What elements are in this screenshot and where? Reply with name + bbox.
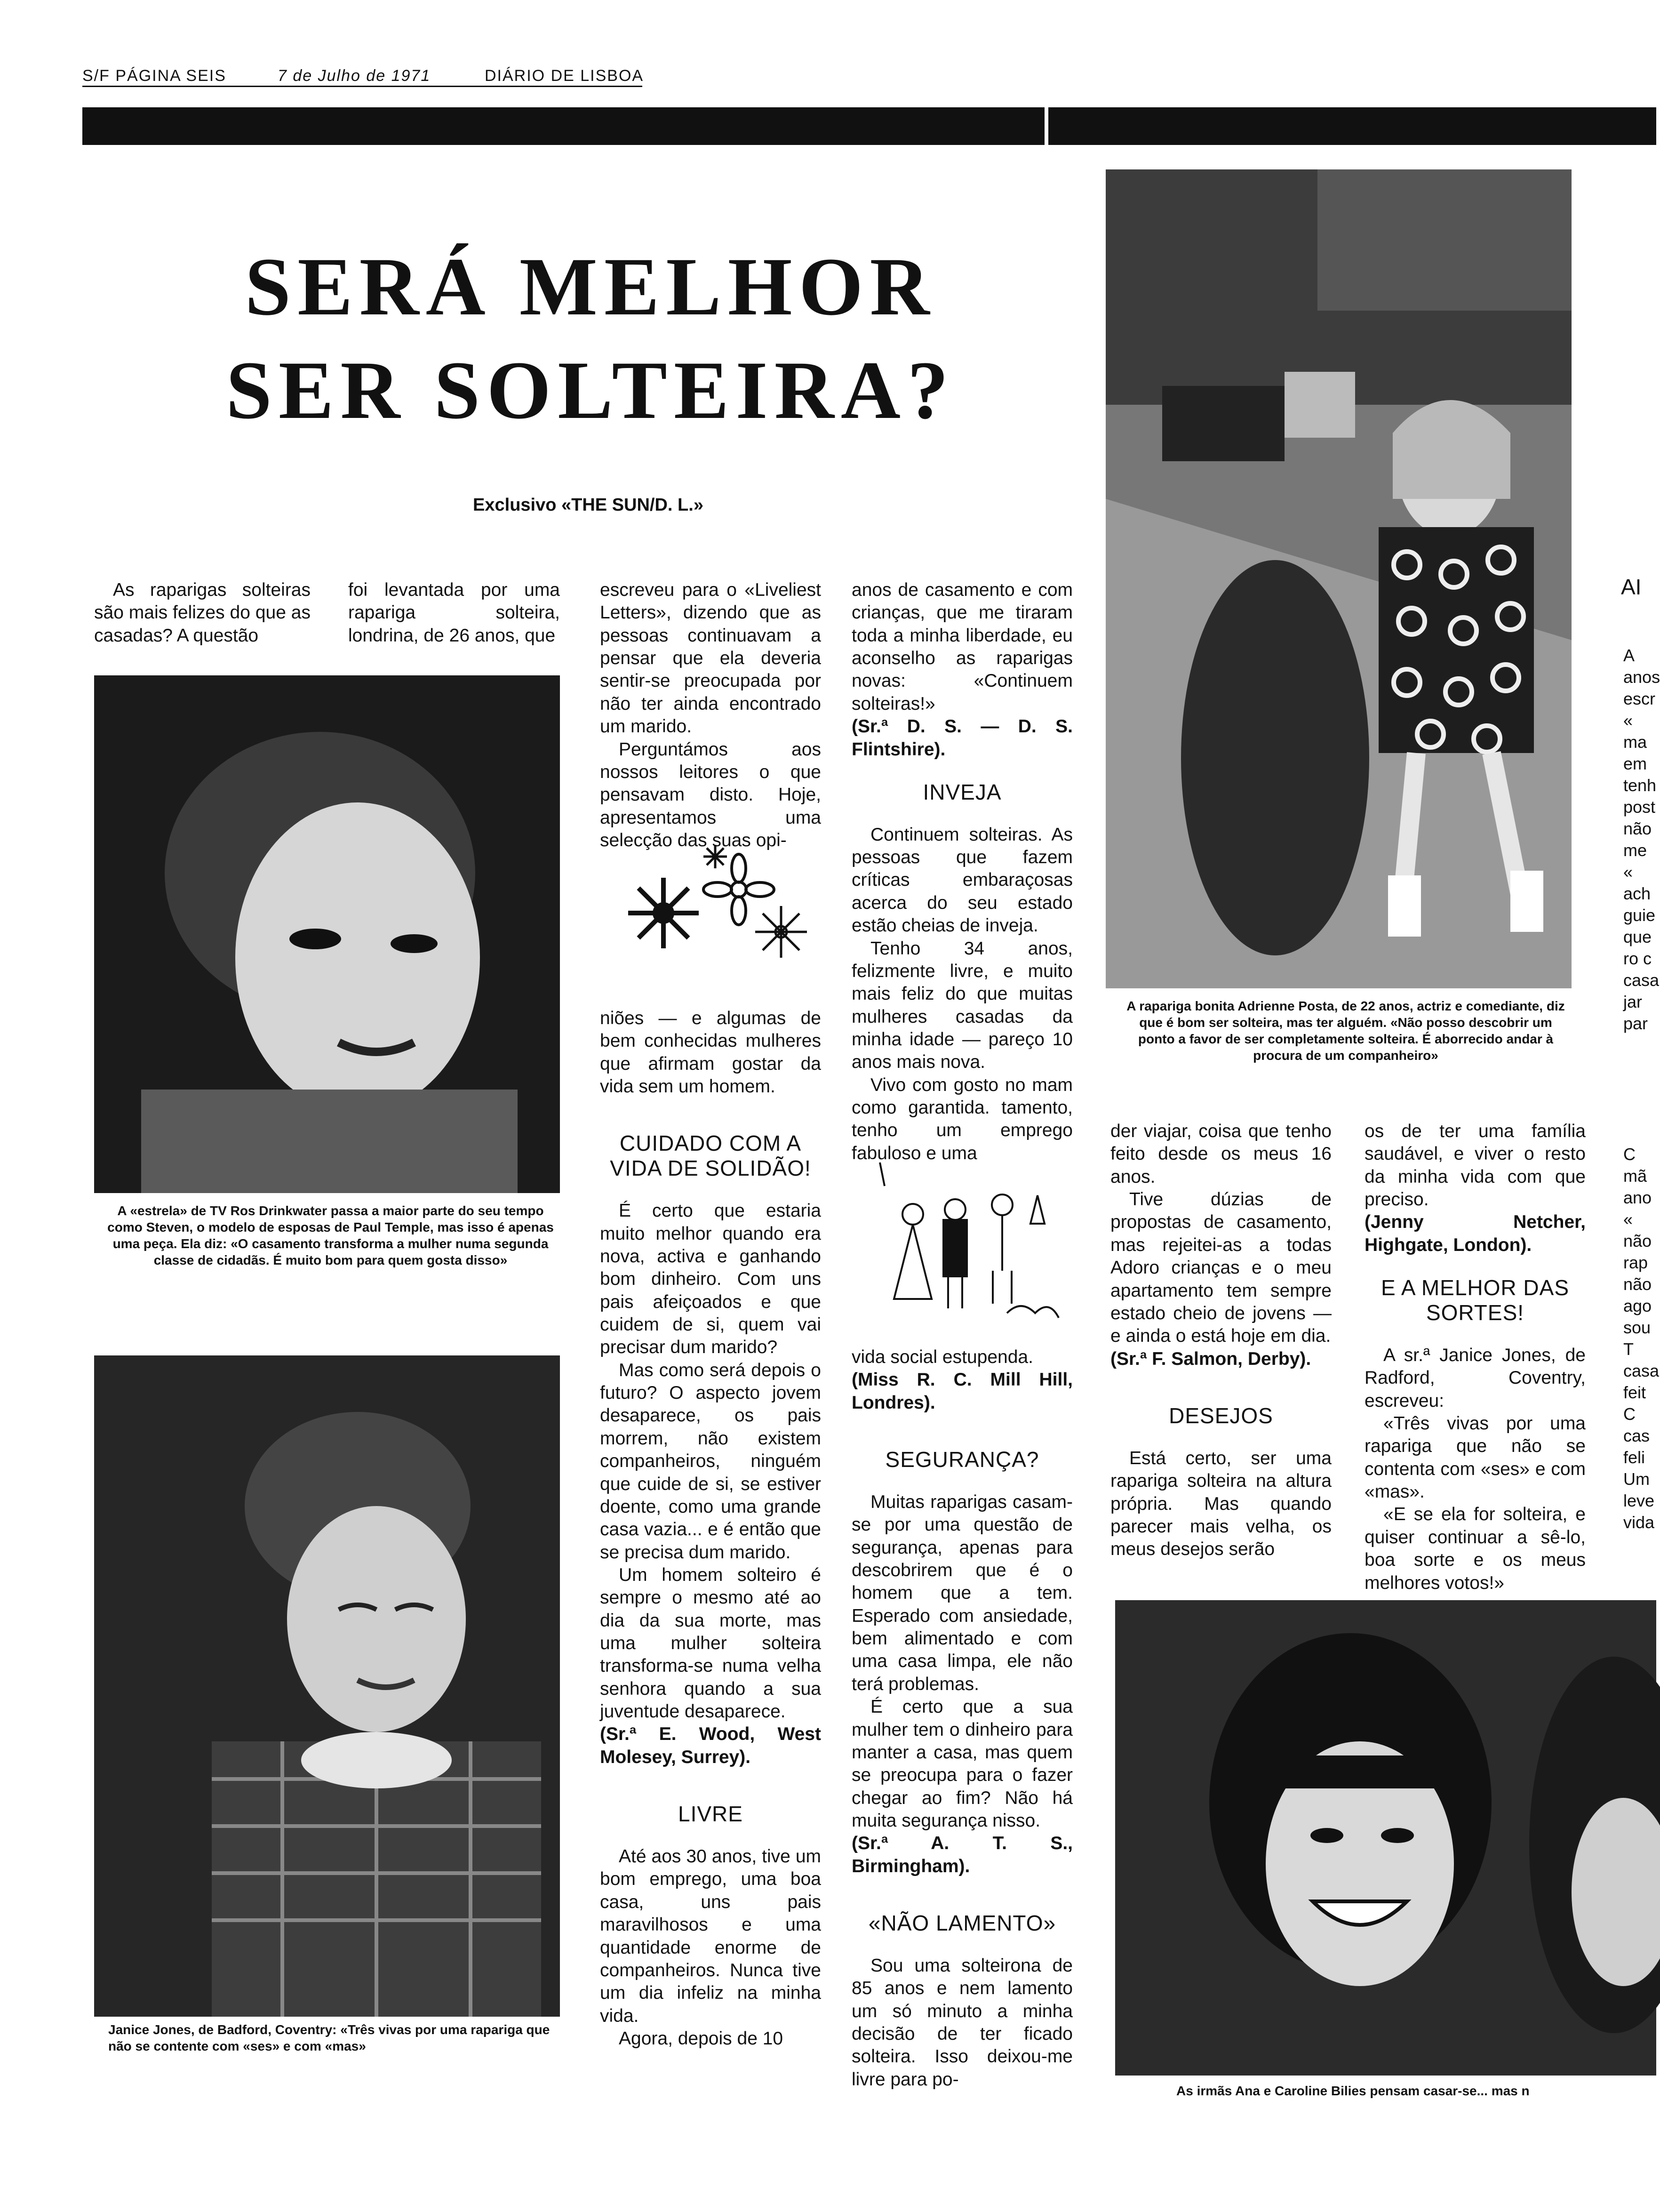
edge-line: em — [1623, 754, 1647, 773]
headline-line-1: SERÁ MELHOR — [245, 241, 936, 333]
edge-line: casa — [1623, 1361, 1660, 1380]
edge-line: me — [1623, 841, 1647, 860]
paragraph: Mas como será depois o futuro? O aspecto jovem desaparece, os pais morrem, não existem companheiros, ninguém que cuide de si, se estiver doente, como uma grande casa vazia... e é então que se precisa dum marido. — [600, 1360, 821, 1563]
paragraph: É certo que estaria muito melhor quando era nova, activa e ganhando bom dinheiro. Com uns pais afeiçoados e que cuidem de si, quem vai precisar dum marido? — [600, 1201, 821, 1358]
paragraph: Tenho 34 anos, felizmente livre, e muito mais feliz do que muitas mulheres casadas da minha idade — pareço 10 anos mais nova. — [852, 938, 1073, 1073]
edge-line: feit — [1623, 1383, 1646, 1402]
paragraph: Muitas raparigas casam-se por uma questão de segurança, apenas para descobrirem que é o homem que a tem. Esperado com ansiedade, bem alimentado e com uma casa limpa, ele não terá problemas. — [852, 1491, 1073, 1694]
edge-line: ma — [1623, 732, 1647, 752]
paragraph: Continuem solteiras. As pessoas que fazem críticas embaraçosas acerca do seu estado estão cheias de inveja. — [852, 824, 1073, 936]
wedding-cartoon — [852, 1158, 1068, 1337]
intro-paragraph-1: As raparigas solteiras são mais felizes do que as casadas? A questão — [94, 580, 311, 646]
edge-line: ach — [1623, 884, 1651, 903]
edge-line: « — [1623, 711, 1633, 730]
signature: (Miss R. C. Mill Hill, Londres). — [852, 1370, 1073, 1413]
signature: (Jenny Netcher, Highgate, London). — [1365, 1212, 1586, 1255]
caption-bilies: As irmãs Ana e Caroline Bilies pensam casar-se... mas n — [1176, 2084, 1530, 2098]
paragraph: escreveu para o «Liveliest Letters», dizendo que as pessoas continuavam a pensar que ela deveria sentir-se preocupada por não ter ainda encontrado um marido. — [600, 580, 821, 737]
photo-adrienne-posta — [1106, 169, 1572, 988]
edge-line: « — [1623, 862, 1633, 882]
edge-line: ago — [1623, 1296, 1652, 1315]
column-4-top — [852, 579, 1073, 1165]
edge-line: C — [1623, 1404, 1636, 1424]
paragraph: anos de casamento e com crianças, que me tiraram toda a minha liberdade, eu aconselho as raparigas novas: «Continuem solteiras!» — [852, 580, 1073, 714]
intro-column-1 — [94, 579, 311, 647]
edge-line: leve — [1623, 1491, 1655, 1510]
edge-line: T — [1623, 1339, 1634, 1359]
header-black-band — [82, 107, 1656, 145]
edge-column-lines-lower — [1623, 1144, 1660, 1533]
photo-janice-jones — [94, 1355, 560, 2017]
column-4-bottom — [852, 1346, 1073, 2091]
edge-line: não — [1623, 1231, 1652, 1250]
paragraph: vida social estupenda. — [852, 1347, 1033, 1367]
header-underline — [82, 86, 642, 87]
edge-line: cas — [1623, 1426, 1650, 1445]
edge-line: « — [1623, 1210, 1633, 1229]
edge-line: par — [1623, 1014, 1648, 1033]
edge-line: sou — [1623, 1318, 1651, 1337]
subhead-seguranca: SEGURANÇA? — [885, 1447, 1039, 1472]
photo-ros-drinkwater — [94, 675, 560, 1193]
edge-line: tenh — [1623, 776, 1657, 795]
edge-line: jar — [1623, 992, 1643, 1011]
subhead-inveja: INVEJA — [923, 779, 1002, 804]
edge-line: Um — [1623, 1469, 1650, 1489]
edge-line: escr — [1623, 689, 1656, 708]
subhead-livre: LIVRE — [678, 1802, 743, 1827]
edge-line: feli — [1623, 1448, 1645, 1467]
paragraph: Tive dúzias de propostas de casamento, mas rejeitei-as a todas Adoro crianças e o meu apartamento tem sempre estado cheio de jovens — e ainda o está hoje em dia. — [1110, 1189, 1332, 1346]
paragraph: Até aos 30 anos, tive um bom emprego, uma boa casa, uns pais maravilhosos e uma quantidade enorme de companheiros. Nunca tive um dia infeliz na minha vida. — [600, 1846, 821, 2026]
paragraph: Sou uma solteirona de 85 anos e nem lamento um só minuto a minha decisão de ter ficado solteira. Isso deixou-me livre para po- — [852, 1955, 1073, 2090]
edge-line: anos — [1623, 667, 1660, 687]
paragraph: Agora, depois de 10 — [619, 2028, 783, 2049]
edge-line: que — [1623, 927, 1652, 946]
edge-line: mã — [1623, 1166, 1647, 1186]
subhead-desejos: DESEJOS — [1169, 1403, 1273, 1428]
subhead-melhor-sortes: E A MELHOR DAS SORTES! — [1381, 1275, 1569, 1325]
portrait-woman-icon — [94, 675, 560, 1193]
byline: Exclusivo «THE SUN/D. L.» — [473, 495, 703, 515]
paragraph: Vivo com gosto no mam como garantida. tamento, tenho um emprego fabuloso e uma — [852, 1074, 1073, 1163]
edge-line: guie — [1623, 906, 1656, 925]
portrait-woman-icon — [94, 1355, 560, 2017]
flower-ornament — [621, 842, 819, 965]
paragraph: «Três vivas por uma rapariga que não se contenta com «ses» e com «mas». — [1365, 1413, 1586, 1502]
wedding-illustration-icon — [852, 1158, 1068, 1337]
paragraph: niões — e algumas de bem conhecidas mulheres que afirmam gostar da vida sem um homem. — [600, 1008, 821, 1097]
street-scene-icon — [1106, 169, 1572, 988]
column-3-middle — [600, 1007, 821, 2050]
edge-line: rap — [1623, 1253, 1648, 1272]
edge-line: ano — [1623, 1188, 1652, 1207]
column-6 — [1365, 1120, 1586, 1595]
section-label: S/F PÁGINA SEIS — [82, 67, 226, 85]
paragraph: der viajar, coisa que tenho feito desde os meus 16 anos. — [1110, 1121, 1332, 1187]
edge-line: não — [1623, 819, 1652, 838]
edge-line: post — [1623, 797, 1656, 817]
subhead-nao-lamento: «NÃO LAMENTO» — [868, 1911, 1056, 1936]
portrait-two-women-icon — [1115, 1600, 1656, 2076]
caption-drinkwater: A «estrela» de TV Ros Drinkwater passa a maior parte do seu tempo como Steven, o modelo de esposas de Paul Temple, mas isso é apenas uma peça. Ela diz: «O casamento transforma a mulher numa segunda classe de cidadãs. É muito bom para quem gosta disso» — [107, 1203, 554, 1267]
signature: (Sr.ª F. Salmon, Derby). — [1110, 1348, 1311, 1369]
edge-line: casa — [1623, 970, 1660, 990]
paragraph: os de ter uma família saudável, e viver o resto da minha vida com que preciso. — [1365, 1121, 1586, 1210]
edge-heading: AI — [1621, 575, 1642, 599]
signature: (Sr.ª E. Wood, West Molesey, Surrey). — [600, 1724, 821, 1767]
edge-line: não — [1623, 1274, 1652, 1294]
edge-line: C — [1623, 1145, 1636, 1164]
photo-bilies-sisters — [1115, 1600, 1656, 2076]
caption-posta: A rapariga bonita Adrienne Posta, de 22 anos, actriz e comediante, diz que é bom ser solteira, mas ter alguém. «Não posso descobrir um ponto a favor de ser completamente solteira. É aborrecido andar à procura de um companheiro» — [1126, 999, 1565, 1063]
edge-column-lines — [1623, 645, 1660, 1034]
edge-line: vida — [1623, 1513, 1655, 1532]
intro-paragraph-2: foi levantada por uma rapariga solteira, londrina, de 26 anos, que — [348, 580, 560, 646]
band-divider — [1045, 107, 1048, 145]
paragraph: «E se ela for solteira, e quiser continuar a sê-lo, boa sorte e os meus melhores votos!» — [1365, 1504, 1586, 1593]
edge-line: ro c — [1623, 949, 1652, 968]
issue-date: 7 de Julho de 1971 — [278, 67, 431, 85]
paragraph: Perguntámos aos nossos leitores o que pensavam disto. Hoje, apresentamos uma selecção das suas opi- — [600, 739, 821, 850]
column-3-top — [600, 579, 821, 852]
headline-line-2: SER SOLTEIRA? — [226, 345, 955, 436]
signature: (Sr.ª D. S. — D. S. Flintshire). — [852, 716, 1073, 760]
paragraph: Um homem solteiro é sempre o mesmo até ao dia da sua morte, mas uma mulher solteira transforma-se numa velha senhora quando a sua juventude desaparece. — [600, 1564, 821, 1722]
column-5 — [1110, 1120, 1332, 1561]
paragraph: A sr.ª Janice Jones, de Radford, Coventry, escreveu: — [1365, 1345, 1586, 1411]
paragraph: É certo que a sua mulher tem o dinheiro para manter a casa, mas quem se preocupa para o fazer chegar ao fim? Não há muita segurança nisso. — [852, 1697, 1073, 1831]
subhead-cuidado: CUIDADO COM A VIDA DE SOLIDÃO! — [610, 1131, 811, 1181]
signature: (Sr.ª A. T. S., Birmingham). — [852, 1833, 1073, 1876]
newspaper-name: DIÁRIO DE LISBOA — [485, 67, 644, 85]
paragraph: Está certo, ser uma rapariga solteira na altura própria. Mas quando parecer mais velha, os meus desejos serão — [1110, 1448, 1332, 1560]
edge-line: A — [1623, 646, 1635, 665]
flower-icon — [621, 842, 819, 965]
caption-jones: Janice Jones, de Badford, Coventry: «Três vivas por uma rapariga que não se contente com «ses» e com «mas» — [108, 2022, 550, 2053]
intro-column-2 — [348, 579, 560, 647]
